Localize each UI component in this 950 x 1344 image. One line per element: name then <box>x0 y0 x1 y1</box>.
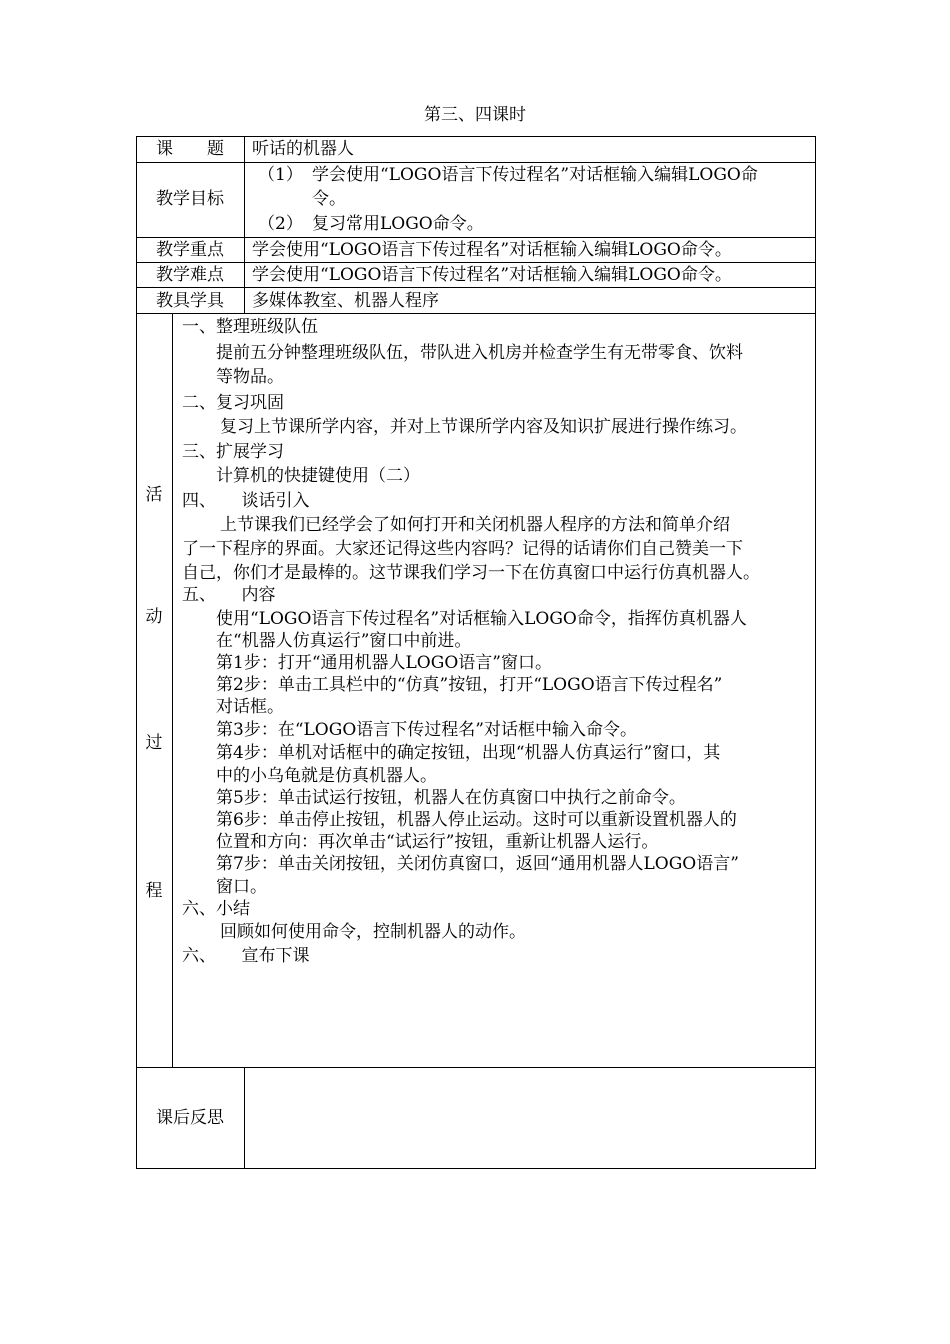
row-divider <box>136 313 816 314</box>
objective-1-line1: 学会使用“LOGO语言下传过程名”对话框输入编辑LOGO命 <box>312 165 758 185</box>
column-divider <box>244 136 245 313</box>
step-line: 第4步：单机对话框中的确定按钮，出现“机器人仿真运行”窗口，其 <box>216 743 721 763</box>
step-line: 中的小乌龟就是仿真机器人。 <box>216 766 437 786</box>
section-heading: 三、扩展学习 <box>182 442 284 462</box>
row-divider <box>136 237 816 238</box>
key-point-label: 教学重点 <box>156 240 224 260</box>
step-line: 第1步：打开“通用机器人LOGO语言”窗口。 <box>216 653 552 673</box>
process-line: 上节课我们已经学会了如何打开和关闭机器人程序的方法和简单介绍 <box>220 515 730 535</box>
objectives-label: 教学目标 <box>156 189 224 209</box>
step-line: 窗口。 <box>216 877 267 897</box>
section-heading: 六、小结 <box>182 899 250 919</box>
process-label-char: 活 <box>145 485 163 505</box>
process-line: 计算机的快捷键使用（二） <box>216 466 420 486</box>
process-line: 复习上节课所学内容，并对上节课所学内容及知识扩展进行操作练习。 <box>220 417 747 437</box>
row-divider <box>136 287 816 288</box>
step-line: 第7步：单击关闭按钮，关闭仿真窗口，返回“通用机器人LOGO语言” <box>216 854 739 874</box>
process-line: 回顾如何使用命令，控制机器人的动作。 <box>220 922 526 942</box>
process-line: 自己，你们才是最棒的。这节课我们学习一下在仿真窗口中运行仿真机器人。 <box>182 563 760 583</box>
tools-label: 教具学具 <box>156 291 224 311</box>
row-divider <box>136 1067 816 1068</box>
process-line: 提前五分钟整理班级队伍，带队进入机房并检查学生有无带零食、饮料 <box>216 343 743 363</box>
column-divider <box>172 313 173 1067</box>
section-heading: 六、 宣布下课 <box>182 946 310 966</box>
process-line: 了一下程序的界面。大家还记得这些内容吗？记得的话请你们自己赞美一下 <box>182 539 743 559</box>
row-divider <box>136 262 816 263</box>
reflection-label: 课后反思 <box>156 1108 224 1128</box>
key-point-value: 学会使用“LOGO语言下传过程名”对话框输入编辑LOGO命令。 <box>252 240 732 260</box>
objective-2-text: 复习常用LOGO命令。 <box>312 214 484 234</box>
section-heading: 四、 谈话引入 <box>182 491 310 511</box>
section-heading: 二、复习巩固 <box>182 393 284 413</box>
topic-label: 课 题 <box>156 139 224 159</box>
page-title: 第三、四课时 <box>424 105 526 125</box>
process-line: 在“机器人仿真运行”窗口中前进。 <box>216 631 472 651</box>
section-heading: 一、整理班级队伍 <box>182 317 318 337</box>
section-heading: 五、 内容 <box>182 585 276 605</box>
difficulty-value: 学会使用“LOGO语言下传过程名”对话框输入编辑LOGO命令。 <box>252 265 732 285</box>
process-label-char: 过 <box>145 733 163 753</box>
row-divider <box>136 162 816 163</box>
topic-value: 听话的机器人 <box>252 139 354 159</box>
step-line: 对话框。 <box>216 697 284 717</box>
objective-1-line2: 令。 <box>312 189 346 209</box>
step-line: 第5步：单击试运行按钮，机器人在仿真窗口中执行之前命令。 <box>216 788 686 808</box>
column-divider <box>244 1067 245 1169</box>
process-label-char: 动 <box>145 607 163 627</box>
step-line: 第2步：单击工具栏中的“仿真”按钮，打开“LOGO语言下传过程名” <box>216 675 723 695</box>
step-line: 位置和方向：再次单击“试运行”按钮，重新让机器人运行。 <box>216 832 659 852</box>
process-line: 等物品。 <box>216 367 284 387</box>
objective-2-number: （2） <box>258 214 303 234</box>
objective-1-number: （1） <box>258 165 303 185</box>
difficulty-label: 教学难点 <box>156 265 224 285</box>
step-line: 第3步：在“LOGO语言下传过程名”对话框中输入命令。 <box>216 720 637 740</box>
tools-value: 多媒体教室、机器人程序 <box>252 291 439 311</box>
process-label-char: 程 <box>145 881 163 901</box>
process-line: 使用“LOGO语言下传过程名”对话框输入LOGO命令，指挥仿真机器人 <box>216 609 747 629</box>
step-line: 第6步：单击停止按钮，机器人停止运动。这时可以重新设置机器人的 <box>216 810 737 830</box>
